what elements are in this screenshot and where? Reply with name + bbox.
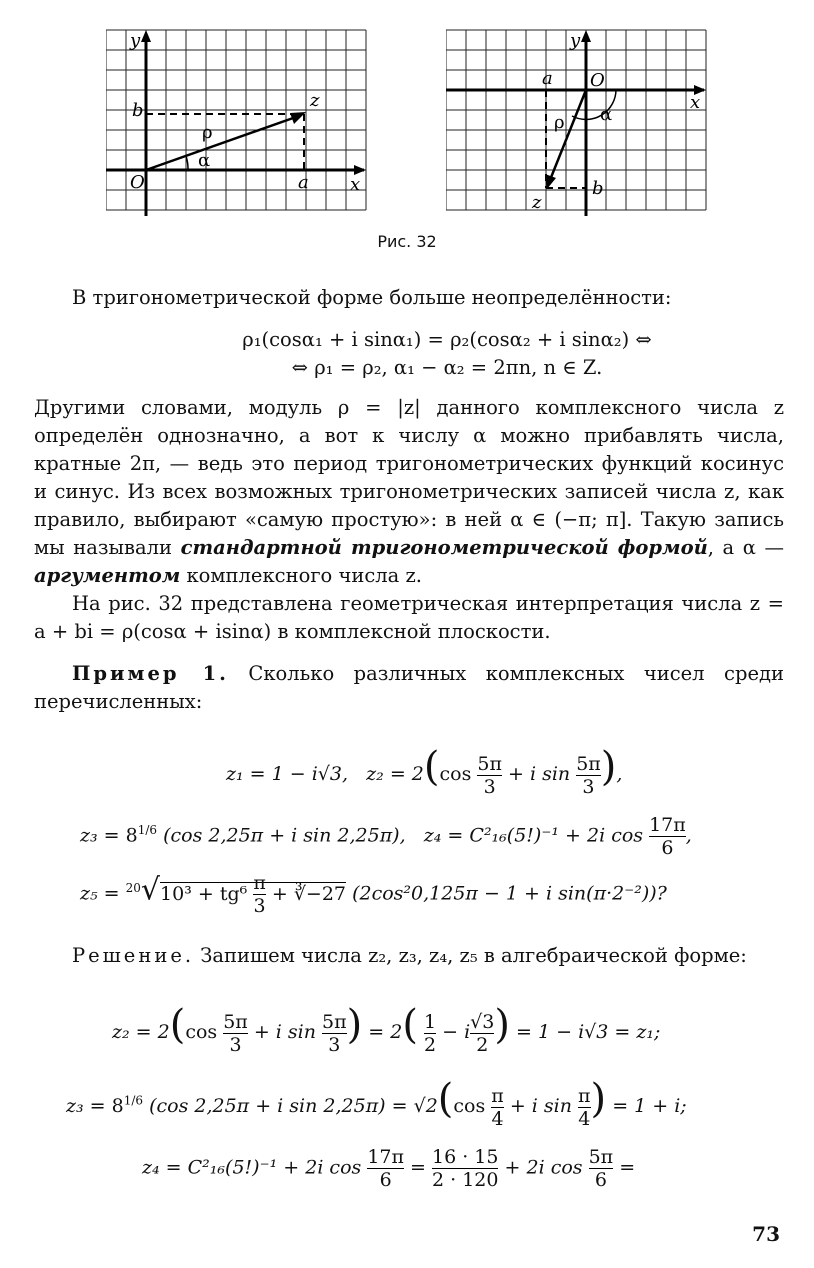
frac-den: 2 bbox=[423, 1033, 437, 1056]
s2-mid: = 2 bbox=[368, 1021, 403, 1043]
solution-z4 bbox=[142, 1146, 635, 1191]
z-label: z bbox=[310, 90, 320, 111]
z5-radicand: 10³ + tg⁶ bbox=[160, 882, 248, 905]
z3-lhs: z₃ = bbox=[80, 824, 120, 847]
x-label: x bbox=[350, 174, 361, 195]
z3-rest: (cos 2,25π + i sin 2,25π), bbox=[163, 824, 406, 847]
term-argument: аргументом bbox=[34, 564, 181, 587]
solution-z3: $z_3 = 8^{1/6}$ (cos 2,25π + i sin 2,25π) = √2(cos $\frac{\pi}{4}$ + i sin $\frac{\pi}{4}$ ) = 1 + i; bbox=[66, 1076, 687, 1130]
x-label: x bbox=[690, 92, 701, 113]
term-standard-form: стандартной тригонометрической формой bbox=[180, 536, 708, 559]
grid bbox=[446, 30, 706, 210]
frac-den: 3 bbox=[229, 1033, 242, 1056]
frac-num: π bbox=[253, 872, 266, 894]
frac-num: 5π bbox=[477, 752, 502, 775]
text-run: , а α — bbox=[707, 536, 784, 559]
z1: z₁ = 1 − i√3, bbox=[226, 763, 349, 785]
frac-num: 17π bbox=[367, 1146, 404, 1168]
formula-z1-z2: z₁ = 1 − i√3, z₂ = 2(cos $\frac{5\pi}{3}$ + i sin $\frac{5\pi}{3}$ ), bbox=[226, 744, 623, 798]
frac-den: 2 · 120 bbox=[432, 1169, 499, 1191]
b-label: b bbox=[592, 178, 604, 199]
page-number: 73 bbox=[752, 1222, 780, 1246]
frac-num: 17π bbox=[649, 814, 686, 836]
alpha-label: α bbox=[198, 150, 211, 171]
frac-den: 6 bbox=[379, 1169, 392, 1191]
frac-den: 3 bbox=[253, 895, 266, 917]
base-8: 8 bbox=[111, 1095, 124, 1117]
s4-mid: (5!)⁻¹ + 2i cos bbox=[225, 1156, 362, 1179]
text-run: комплексного числа z. bbox=[180, 564, 422, 587]
s2-rhs: = 1 − i√3 = z₁; bbox=[516, 1021, 661, 1043]
solution-text: Запишем числа z₂, z₃, z₄, z₅ в алгебраической форме: bbox=[194, 944, 747, 967]
rho-label: ρ bbox=[554, 112, 565, 133]
frac-num: 5π bbox=[322, 1010, 347, 1033]
alpha-label: α bbox=[600, 104, 613, 125]
s2-lhs: z₂ = 2 bbox=[112, 1021, 170, 1043]
a-label: a bbox=[298, 172, 309, 193]
rho-label: ρ bbox=[202, 122, 213, 143]
figure-left-complex-plane bbox=[106, 28, 368, 216]
figure-right-complex-plane bbox=[446, 28, 708, 216]
b-label: b bbox=[132, 100, 144, 121]
binomial-c16: C²₁₆ bbox=[187, 1156, 226, 1179]
root-index-20: 20 bbox=[125, 881, 141, 896]
frac-num: 16 · 15 bbox=[432, 1146, 499, 1168]
a-label: a bbox=[542, 68, 553, 89]
frac-num: 1 bbox=[423, 1010, 437, 1033]
minus-i: − i bbox=[442, 1021, 471, 1043]
y-axis-arrow bbox=[581, 30, 591, 42]
formula-z5: z₅ = $^{20}$√10³ + tg⁶ $\frac{\pi}{3}$ + ∛−27 (2cos²0,125π − 1 + i sin(π·2⁻²))? bbox=[80, 872, 667, 917]
z5-lhs: z₅ = bbox=[80, 882, 120, 905]
figure-caption: Рис. 32 bbox=[377, 232, 437, 251]
y-axis-arrow bbox=[141, 30, 151, 42]
paragraph-geometric: На рис. 32 представлена геометрическая интерпретация числа z = a + bi = ρ(cosα + isinα) в комплексной плоскости. bbox=[34, 592, 784, 643]
vector-z bbox=[550, 90, 586, 180]
paragraph-argument bbox=[34, 394, 784, 590]
origin-label: O bbox=[590, 70, 605, 91]
frac-den: 4 bbox=[578, 1107, 591, 1130]
s4-lhs: z₄ = bbox=[142, 1156, 182, 1179]
frac-den: 6 bbox=[594, 1169, 607, 1191]
isin-word: + i sin bbox=[253, 1021, 316, 1043]
frac-num: √3 bbox=[470, 1010, 495, 1033]
formula-z3-z4: $z_3 = 8^{1/6}$ (cos 2,25π + i sin 2,25π), z₄ = C²₁₆(5!)⁻¹ + 2i cos $\frac{17\pi}{6}$ , bbox=[80, 814, 692, 859]
eq-sign: = bbox=[410, 1156, 426, 1179]
s4-plus: + 2i cos bbox=[504, 1156, 583, 1179]
frac-den: 2 bbox=[476, 1033, 489, 1056]
z2-lhs: z₂ = 2 bbox=[366, 763, 424, 785]
frac-den: 3 bbox=[328, 1033, 341, 1056]
frac-den: 3 bbox=[582, 775, 595, 798]
s3-rhs: = 1 + i; bbox=[612, 1095, 687, 1117]
vector-z bbox=[146, 117, 296, 170]
equation-line-2: ⇔ ρ₁ = ρ₂, α₁ − α₂ = 2πn, n ∈ Z. bbox=[291, 356, 603, 379]
frac-den: 3 bbox=[483, 775, 496, 798]
y-label: y bbox=[570, 30, 581, 51]
paragraph-solution bbox=[34, 942, 784, 970]
frac-num: 5π bbox=[588, 1146, 614, 1168]
y-label: y bbox=[130, 30, 141, 51]
example-label: Пример 1. bbox=[72, 662, 229, 685]
frac-den: 4 bbox=[491, 1107, 504, 1130]
cos-word: cos bbox=[439, 763, 472, 785]
cube-root: ∛−27 bbox=[293, 882, 347, 905]
paragraph-trig-form: В тригонометрической форме больше неопределённости: bbox=[72, 286, 672, 309]
isin-word: + i sin bbox=[508, 763, 571, 785]
base-8: 8 bbox=[125, 824, 138, 847]
s4-eq: = bbox=[619, 1156, 636, 1179]
frac-num: 5π bbox=[576, 752, 601, 775]
z4-lhs: z₄ = bbox=[423, 824, 464, 847]
cos-word: cos bbox=[185, 1021, 218, 1043]
frac-num: 5π bbox=[223, 1010, 248, 1033]
z4-rest: (5!)⁻¹ + 2i cos bbox=[506, 824, 644, 847]
solution-z2: z₂ = 2(cos $\frac{5\pi}{3}$ + i sin $\frac{5\pi}{3}$ ) = 2( $\frac{1}{2}$ − i $\frac{√3}{2}$ ) = 1 − i√3 = z₁; bbox=[112, 1002, 661, 1056]
cos-word: cos bbox=[453, 1095, 486, 1117]
frac-den: 6 bbox=[661, 837, 674, 859]
z-label: z bbox=[532, 192, 542, 213]
exponent-1-6: 1/6 bbox=[137, 823, 158, 838]
origin-label: O bbox=[130, 172, 145, 193]
frac-num: π bbox=[578, 1084, 591, 1107]
paragraph-example-1 bbox=[34, 660, 784, 716]
exponent-1-6: 1/6 bbox=[123, 1093, 144, 1108]
isin-word: + i sin bbox=[509, 1095, 572, 1117]
frac-num: π bbox=[491, 1084, 504, 1107]
solution-label: Решение. bbox=[72, 944, 195, 967]
s3-lhs: z₃ = bbox=[66, 1095, 106, 1117]
s3-mid: (cos 2,25π + i sin 2,25π) = √2 bbox=[149, 1095, 438, 1117]
binomial-c16: C²₁₆ bbox=[469, 824, 507, 847]
example-question: Сколько различных комплексных чисел среди перечисленных: bbox=[34, 662, 785, 713]
z5-rest: (2cos²0,125π − 1 + i sin(π·2⁻²))? bbox=[352, 882, 667, 905]
equation-line-1: ρ₁(cosα₁ + i sinα₁) = ρ₂(cosα₂ + i sinα₂) ⇔ bbox=[242, 328, 652, 351]
text-run: Другими словами, модуль ρ = |z| данного комплексного числа z определён однозначно, а вот к числу α можно прибавлять числа, кратные 2π, — ведь это период тригонометрических функций косинус и синус. Из всех возможных тригонометрических записей числа z, как правило, выбирают «самую простую»: в ней α ∈ (−π; π]. Такую запись мы называли bbox=[34, 396, 784, 559]
